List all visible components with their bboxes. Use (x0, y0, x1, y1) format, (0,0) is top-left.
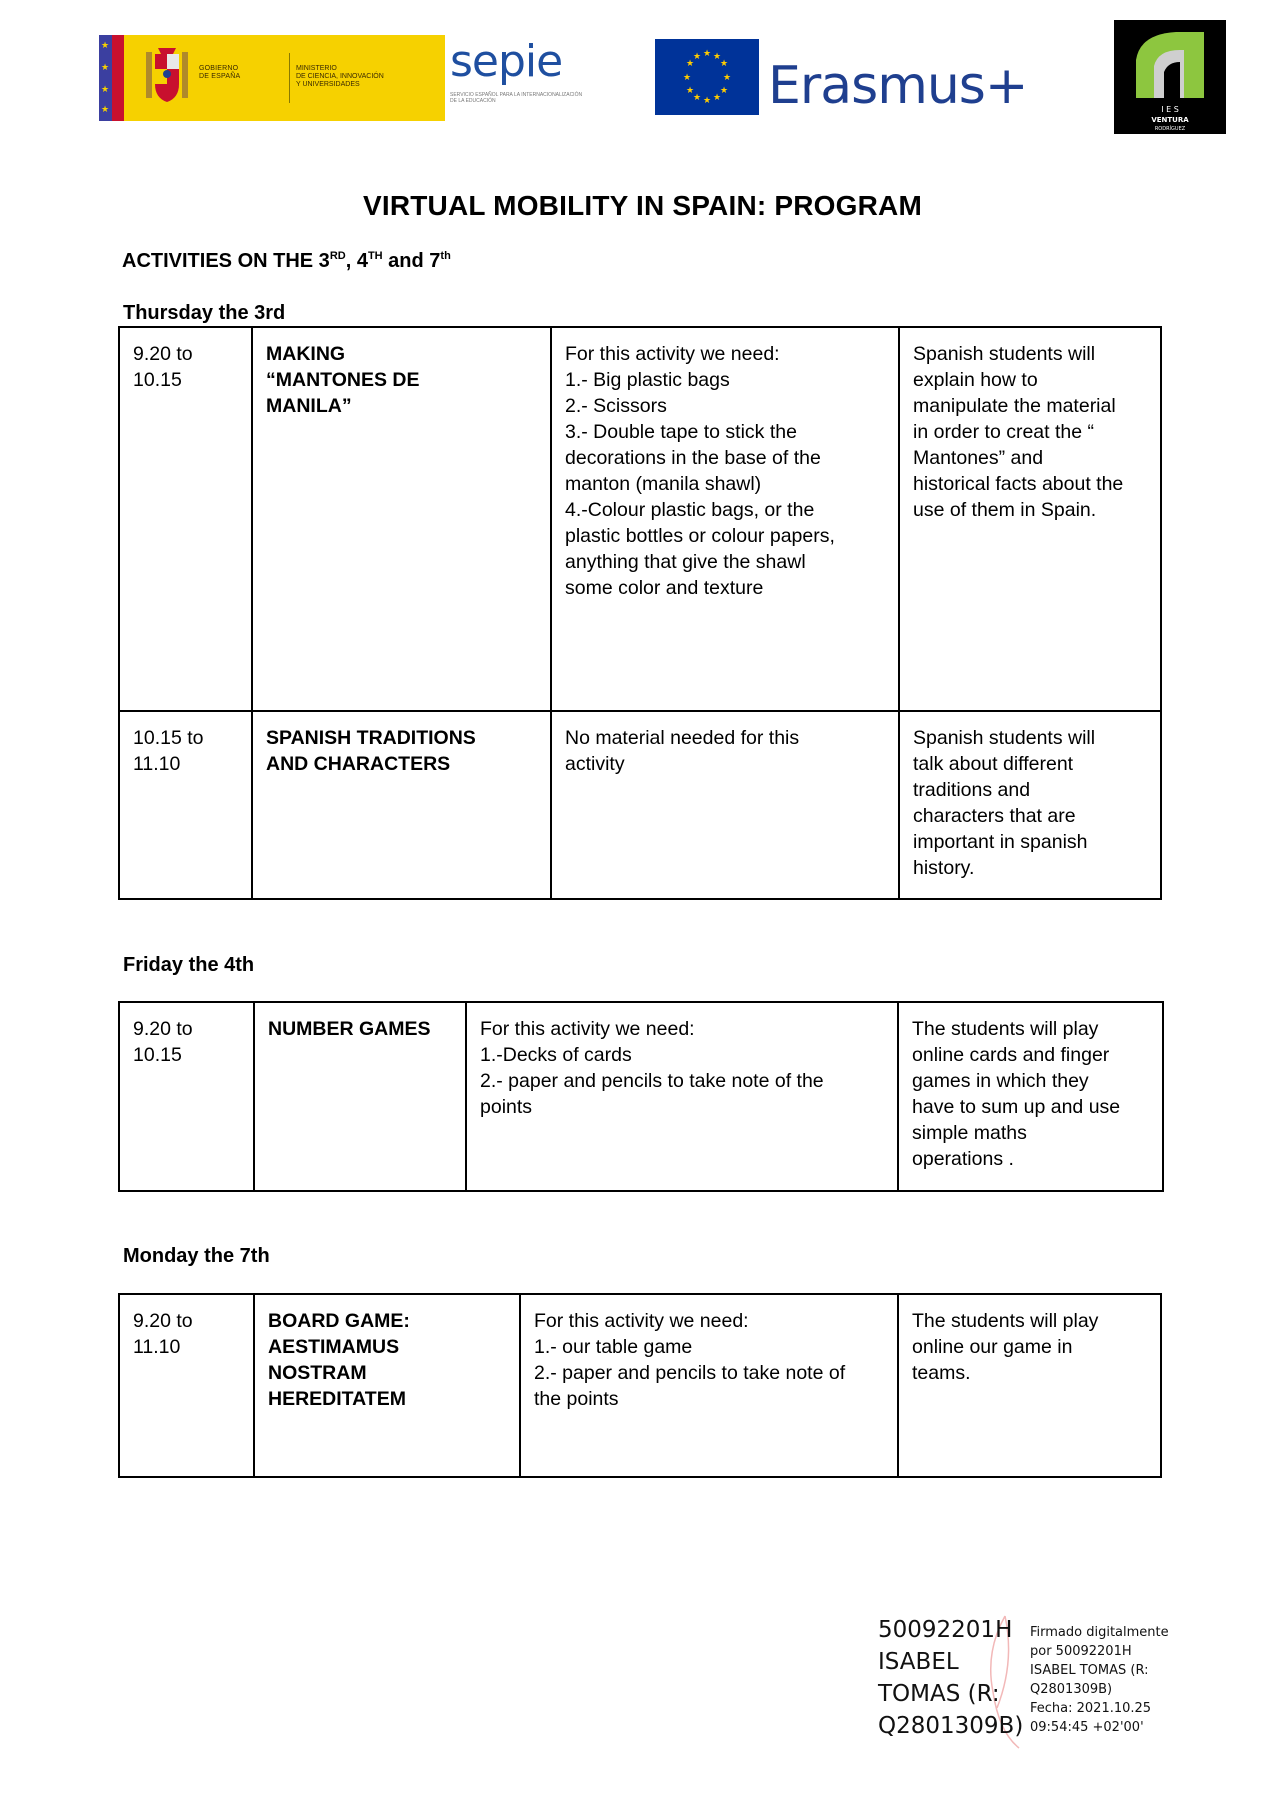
svg-text:★: ★ (692, 93, 702, 103)
day-heading-monday: Monday the 7th (123, 1245, 270, 1267)
gobierno-espana-logo (99, 35, 445, 121)
signature-details: Firmado digitalmente por 50092201H ISABEL TOMAS (R: Q2801309B) Fecha: 2021.10.25 09:54:45 +02'00' (1030, 1625, 1169, 1735)
ministerio-text: MINISTERIO DE CIENCIA, INNOVACIÓN Y UNIVERSIDADES (296, 65, 384, 88)
time-cell: 9.20 to 11.10 (119, 1294, 254, 1477)
materials-cell: For this activity we need: 1.-Decks of cards 2.- paper and pencils to take note of the points (466, 1002, 898, 1191)
eu-flag-icon (655, 39, 759, 115)
day-heading-friday: Friday the 4th (123, 954, 255, 976)
svg-text:★: ★ (719, 86, 729, 96)
time-cell: 10.15 to 11.10 (119, 711, 252, 899)
svg-text:★: ★ (685, 86, 695, 96)
eu-stripe-icon: ★ ★ ★ ★ (99, 35, 135, 121)
activities-subtitle: ACTIVITIES ON THE 3RD, 4TH and 7th (122, 250, 451, 272)
svg-text:★: ★ (722, 73, 732, 83)
sepie-logo (450, 36, 610, 122)
svg-text:I E S: I E S (1161, 105, 1179, 114)
svg-text:★: ★ (702, 49, 712, 59)
svg-text:★: ★ (712, 93, 722, 103)
description-cell: The students will play online cards and finger games in which they have to sum up and use simple maths operations . (898, 1002, 1163, 1191)
description-cell: Spanish students will explain how to manipulate the material in order to creat the “ Mantones” and historical facts about the use of them in Spain. (899, 327, 1161, 711)
svg-text:★: ★ (692, 52, 702, 62)
table-row (119, 327, 1161, 711)
table-row (119, 711, 1161, 899)
thursday-table (118, 326, 1162, 900)
svg-text:RODRÍGUEZ: RODRÍGUEZ (1154, 126, 1186, 132)
materials-cell: No material needed for this activity (551, 711, 899, 899)
activity-cell: SPANISH TRADITIONS AND CHARACTERS (252, 711, 551, 899)
activity-cell: BOARD GAME: AESTIMAMUS NOSTRAM HEREDITATEM (254, 1294, 520, 1477)
description-cell: Spanish students will talk about different traditions and characters that are important in spanish history. (899, 711, 1161, 899)
table-row (119, 1002, 1163, 1191)
coat-of-arms-icon (135, 35, 199, 121)
svg-text:★: ★ (719, 59, 729, 69)
sepie-wordmark: sepie (450, 36, 563, 87)
gobierno-text: GOBIERNO DE ESPAÑA (199, 65, 241, 80)
table-row (119, 1294, 1161, 1477)
materials-cell: For this activity we need: 1.- Big plastic bags 2.- Scissors 3.- Double tape to stick the decorations in the base of the manton (manila shawl) 4.-Colour plastic bags, or the plastic bottles or colour papers, anything that give the shawl some color and texture (551, 327, 899, 711)
svg-text:★: ★ (682, 73, 692, 83)
activity-cell: MAKING “MANTONES DE MANILA” (252, 327, 551, 711)
page-title: VIRTUAL MOBILITY IN SPAIN: PROGRAM (362, 190, 923, 221)
day-heading-thursday: Thursday the 3rd (123, 302, 286, 324)
time-cell: 9.20 to 10.15 (119, 327, 252, 711)
svg-text:★: ★ (702, 96, 712, 106)
erasmus-plus-logo: Erasmus+ (768, 56, 1028, 116)
ies-ventura-rodriguez-logo (1114, 20, 1226, 134)
svg-text:VENTURA: VENTURA (1151, 116, 1189, 124)
svg-text:★: ★ (685, 59, 695, 69)
activity-cell: NUMBER GAMES (254, 1002, 466, 1191)
sepie-subtitle: SERVICIO ESPAÑOL PARA LA INTERNACIONALIZACIÓN DE LA EDUCACIÓN (450, 92, 583, 104)
monday-table (118, 1293, 1162, 1478)
friday-table (118, 1001, 1164, 1192)
svg-text:★: ★ (712, 52, 722, 62)
signature-name: 50092201H ISABEL TOMAS (R: Q2801309B) (878, 1617, 1024, 1739)
description-cell: The students will play online our game in teams. (898, 1294, 1161, 1477)
materials-cell: For this activity we need: 1.- our table game 2.- paper and pencils to take note of the points (520, 1294, 898, 1477)
time-cell: 9.20 to 10.15 (119, 1002, 254, 1191)
